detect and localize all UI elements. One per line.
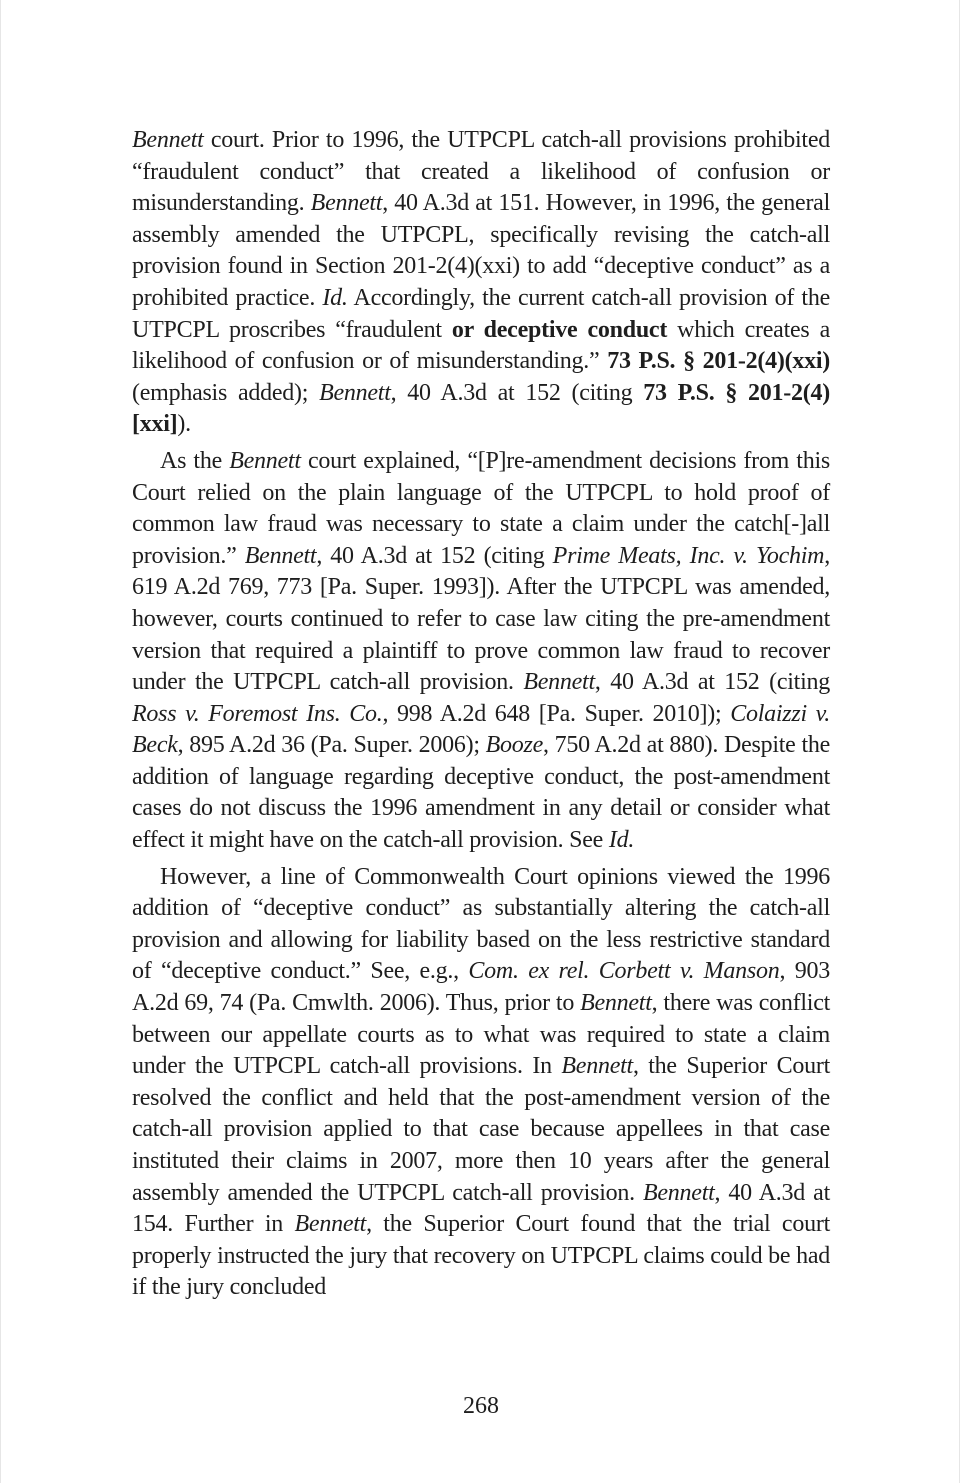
paragraph-1 xyxy=(132,125,830,441)
italic-run: Bennett xyxy=(294,1211,367,1238)
italic-run: Booze xyxy=(485,732,544,759)
paragraph-2 xyxy=(132,446,830,857)
italic-run: Ross v. Foremost Ins. Co. xyxy=(132,700,383,727)
paragraph-3 xyxy=(132,862,830,1304)
text-run: , the Superior Court resolved the conflict and held that the post-amendment version of the catch-all provision applied to that case because appellees in that case instituted their claims in 2007, more then 10 years after the general assembly amended the UTPCPL catch-all provision. xyxy=(132,1053,830,1206)
italic-run: Id. xyxy=(322,284,348,311)
body-text xyxy=(132,125,830,1309)
text-run: , 895 A.2d 36 (Pa. Super. 2006); xyxy=(177,732,486,759)
text-run: court explained, “[P]re-amendment decisions from this Court relied on the plain language of the UTPCPL to hold proof of common law fraud was necessary to state a claim under the catch[-]all provision.” xyxy=(132,447,830,569)
italic-run: Colaizzi v. Beck xyxy=(132,700,831,759)
italic-run: Bennett xyxy=(642,1179,715,1206)
italic-run: Bennett xyxy=(310,190,383,217)
text-run: , 40 A.3d at 154. Further in xyxy=(132,1179,830,1238)
text-run: , 903 A.2d 69, 74 (Pa. Cmwlth. 2006). Thus, prior to xyxy=(132,958,831,1017)
text-run: which creates a likelihood of confusion or of misunderstanding.” xyxy=(132,316,830,375)
text-run: Accordingly, the current catch-all provision of the UTPCPL proscribes “fraudulent xyxy=(132,284,830,343)
text-run: ). xyxy=(177,411,191,438)
bold-run: 73 P.S. § 201-2(4)[xxi] xyxy=(132,379,830,438)
italic-run: Bennett xyxy=(132,127,204,153)
bold-run: or deceptive conduct xyxy=(451,316,668,343)
bold-run: 73 P.S. § 201-2(4)(xxi) xyxy=(607,348,830,375)
text-run: , there was conflict between our appellate courts as to what was required to state a claim under the UTPCPL catch-all provisions. In xyxy=(132,990,831,1080)
italic-run: Bennett xyxy=(244,542,317,569)
italic-run: Bennett xyxy=(319,379,391,406)
italic-run: Bennett xyxy=(561,1053,633,1080)
text-run: , 40 A.3d at 151. However, in 1996, the general assembly amended the UTPCPL, specifically revising the catch-all provision found in Section 201-2(4)(xxi) to add “deceptive conduct” as a prohibited practice. xyxy=(132,190,831,311)
italic-run: Bennett xyxy=(580,990,652,1017)
italic-run: Prime Meats, Inc. v. Yochim xyxy=(552,542,825,569)
italic-run: Id. xyxy=(608,827,635,854)
text-run: (emphasis added); xyxy=(132,379,320,406)
italic-run: Com. ex rel. Corbett v. Manson xyxy=(468,958,780,985)
italic-run: Bennett xyxy=(523,669,595,696)
text-run: , 619 A.2d 769, 773 [Pa. Super. 1993]). After the UTPCPL was amended, however, courts continued to refer to case law citing the pre-amendment version that required a plaintiff to prove common law fraud to recover under the UTPCPL catch-all provision. xyxy=(132,542,831,696)
text-run: , 998 A.2d 648 [Pa. Super. 2010]); xyxy=(382,700,731,727)
text-run: , the Superior Court found that the trial court properly instructed the jury that recovery on UTPCPL claims could be had if the jury concluded xyxy=(132,1211,830,1301)
text-run: , 40 A.3d at 152 (citing xyxy=(594,669,830,696)
text-run: As the xyxy=(160,447,230,474)
text-run: , 40 A.3d at 152 (citing xyxy=(390,379,644,406)
text-run: However, a line of Commonwealth Court opinions viewed the 1996 addition of “deceptive conduct” as substantially altering the catch-all provision and allowing for liability based on the less restrictive standard of “deceptive conduct.” See, e.g., xyxy=(132,863,830,985)
page-number: 268 xyxy=(463,1393,499,1419)
italic-run: Bennett xyxy=(229,447,301,474)
text-run: court. Prior to 1996, the UTPCPL catch-all provisions prohibited “fraudulent conduct” that created a likelihood of confusion or misunderstanding. xyxy=(132,127,830,217)
text-run: , 40 A.3d at 152 (citing xyxy=(316,542,553,569)
text-run: , 750 A.2d at 880). Despite the addition of language regarding deceptive conduct, the post-amendment cases do not discuss the 1996 amendment in any detail or consider what effect it might have on the catch-all provision. See xyxy=(132,732,831,854)
